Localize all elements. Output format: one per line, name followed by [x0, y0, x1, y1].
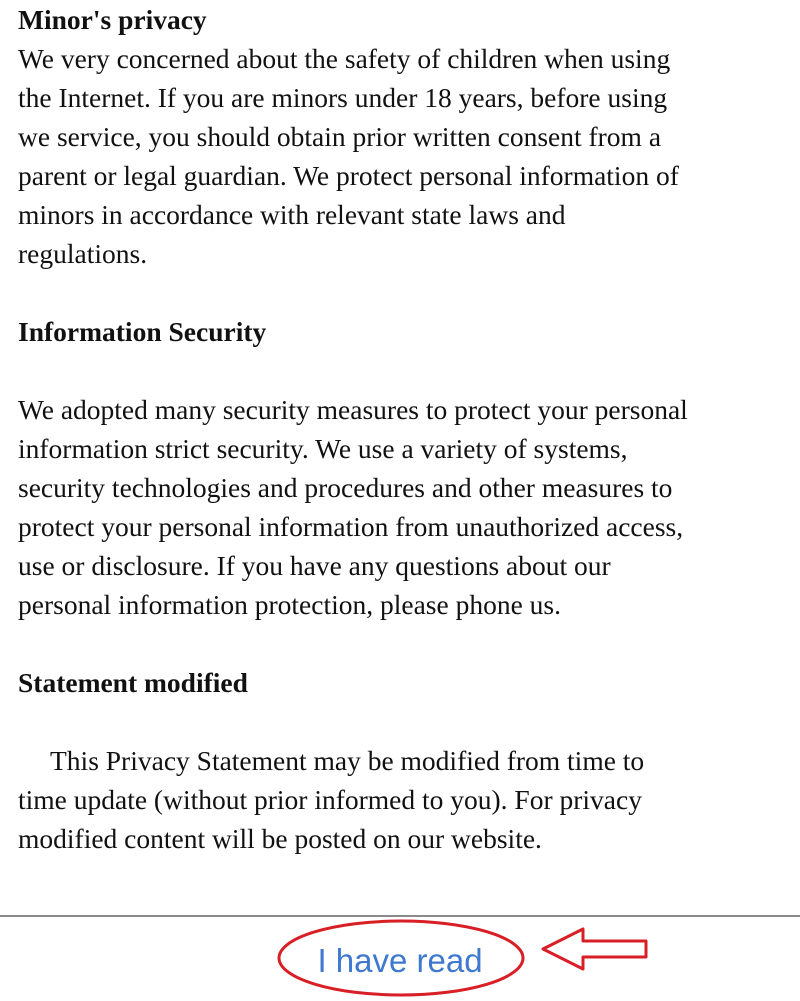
spacer — [18, 624, 788, 663]
text-line: We very concerned about the safety of children when using — [18, 43, 671, 74]
text-line: we service, you should obtain prior written consent from a — [18, 121, 662, 152]
text-line: parent or legal guardian. We protect personal information of — [18, 160, 679, 191]
text-line: use or disclosure. If you have any questions about our — [18, 550, 611, 581]
i-have-read-button[interactable]: I have read — [270, 929, 530, 993]
text-line: modified content will be posted on our website. — [18, 823, 542, 854]
annotation-arrow-icon — [543, 929, 646, 969]
section-heading-information-security: Information Security — [18, 316, 267, 347]
footer-bar — [0, 917, 800, 1001]
spacer — [18, 702, 788, 741]
statement-modified-paragraph — [18, 741, 788, 858]
section-heading-minors-privacy: Minor's privacy — [18, 4, 207, 35]
text-line: This Privacy Statement may be modified from time to — [50, 745, 645, 776]
spacer — [18, 273, 788, 312]
minors-privacy-paragraph — [18, 39, 788, 273]
text-line: time update (without prior informed to you). For privacy — [18, 784, 642, 815]
text-line: security technologies and procedures and other measures to — [18, 472, 673, 503]
text-line: We adopted many security measures to protect your personal — [18, 394, 688, 425]
text-line: minors in accordance with relevant state laws and — [18, 199, 566, 230]
text-line: the Internet. If you are minors under 18 years, before using — [18, 82, 668, 113]
privacy-statement-content — [18, 0, 788, 858]
text-line: personal information protection, please phone us. — [18, 589, 561, 620]
text-line: protect your personal information from unauthorized access, — [18, 511, 684, 542]
section-heading-statement-modified: Statement modified — [18, 667, 248, 698]
text-line: information strict security. We use a variety of systems, — [18, 433, 628, 464]
information-security-paragraph — [18, 390, 788, 624]
spacer — [18, 351, 788, 390]
text-line: regulations. — [18, 238, 148, 269]
